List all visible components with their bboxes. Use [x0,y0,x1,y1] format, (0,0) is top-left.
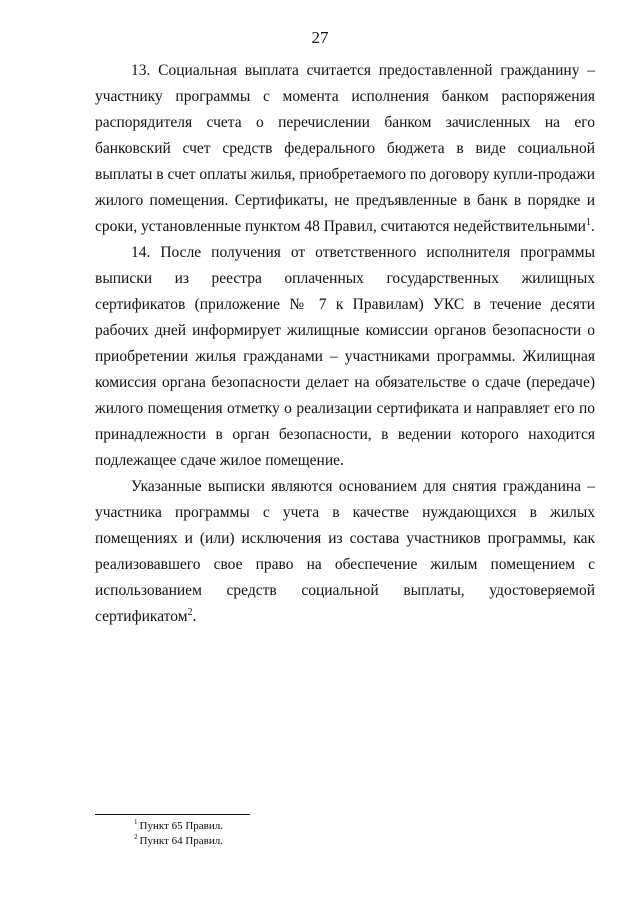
footnote-text: Пункт 64 Правил. [139,835,223,847]
footnote-reference: 2 [187,606,193,618]
footnote-number: 2 [134,833,138,842]
footnote-text: Пункт 65 Правил. [139,820,223,832]
footnote-separator [95,814,250,815]
footnote-1 [134,819,223,834]
footnote-reference: 1 [585,216,591,228]
page-number: 27 [311,28,329,47]
paragraph-text: 13. Социальная выплата считается предоставленной гражданину – участнику программы с момента исполнения банком распоряжения распорядителя счета о перечислении банком зачисленных на его банковский счет средств федерального бюджета в виде социальной выплаты в счет оплаты жилья, приобретаемого по договору купли-продажи жилого помещения. Сертификаты, не предъявленные в банк в порядке и сроки, установленные пунктом 48 Правил, считаются недействительными [95,62,595,235]
paragraph-tail: . [590,218,595,235]
footnotes [134,819,223,849]
document-body [95,58,595,630]
paragraph-14 [95,240,595,474]
paragraph-text: Указанные выписки являются основанием для снятия гражданина – участника программы с учета в качестве нуждающихся в жилых помещениях и (или) исключения из состава участников программы, как реализовавшего свое право на обеспечение жилым помещением с использованием средств социальной выплаты, удостоверяемой сертификатом [95,478,595,625]
footnote-2 [134,834,223,849]
paragraph-13 [95,58,595,240]
paragraph-text: 14. После получения от ответственного исполнителя программы выписки из реестра оплаченных государственных жилищных сертификатов (приложение № 7 к Правилам) УКС в течение десяти рабочих дней информирует жилищные комиссии органов безопасности о приобретении жилья гражданами – участниками программы. Жилищная комиссия органа безопасности делает на обязательстве о сдаче (передаче) жилого помещения отметку о реализации сертификата и направляет его по принадлежности в орган безопасности, в ведении которого находится подлежащее сдаче жилое помещение. [95,244,595,469]
paragraph-tail: . [192,608,197,625]
paragraph-extracts [95,474,595,630]
footnote-number: 1 [134,818,138,827]
